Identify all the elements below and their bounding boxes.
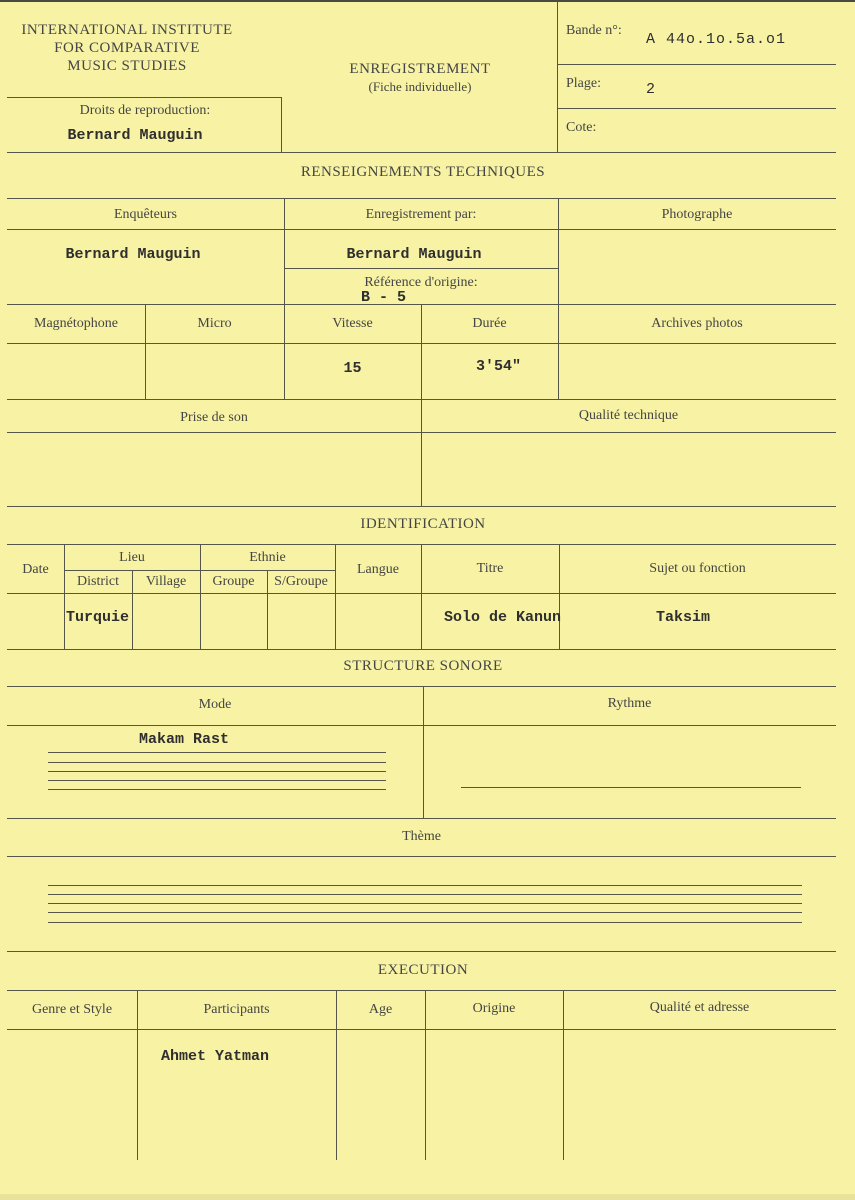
structure-bottom-line [7, 818, 836, 819]
enregistrement-label: Enregistrement par: [365, 207, 477, 222]
institute-name-line3: MUSIC STUDIES [67, 58, 187, 74]
theme-header-bottom-line [7, 856, 836, 857]
mode-staff-line [48, 780, 386, 781]
prise-bottom-line [7, 506, 836, 507]
rights-value: Bernard Mauguin [67, 127, 203, 144]
duree-value: 3'54" [475, 358, 521, 375]
theme-bottom-line [7, 951, 836, 952]
photographe-label: Photographe [661, 207, 733, 222]
lieu-label: Lieu [119, 550, 145, 565]
plage-label: Plage: [566, 76, 601, 91]
plage-bottom-line [557, 108, 836, 109]
card-bottom-edge [0, 1194, 855, 1200]
mode-staff-line [48, 762, 386, 763]
rythme-label: Rythme [607, 696, 652, 711]
bande-value: A 44o.1o.5a.o1 [646, 31, 787, 48]
mode-value: Makam Rast [139, 731, 230, 748]
identification-section-title: IDENTIFICATION [360, 516, 486, 532]
reference-top-line [284, 268, 558, 269]
institute-name-line1: INTERNATIONAL INSTITUTE [21, 22, 233, 38]
mode-staff-line [48, 771, 386, 772]
age-label: Age [368, 1002, 393, 1017]
enregistrement-value: Bernard Mauguin [346, 246, 482, 263]
prise-de-son-label: Prise de son [180, 410, 248, 425]
mode-staff-line [48, 752, 386, 753]
structure-header-bottom-line [7, 725, 836, 726]
participants-label: Participants [203, 1002, 270, 1017]
vitesse-label: Vitesse [332, 316, 373, 331]
mode-label: Mode [198, 697, 232, 712]
bande-bottom-line [557, 64, 836, 65]
qualite-adresse-label: Qualité et adresse [649, 1000, 750, 1015]
archives-photos-label: Archives photos [651, 316, 743, 331]
rythme-writing-line [461, 787, 801, 788]
enqueteurs-value: Bernard Mauguin [65, 246, 201, 263]
reference-value: B - 5 [361, 289, 407, 306]
sujet-value: Taksim [656, 609, 711, 626]
bande-label: Bande n°: [566, 23, 622, 38]
theme-label: Thème [402, 829, 441, 844]
sujet-label: Sujet ou fonction [649, 561, 746, 576]
plage-value: 2 [646, 81, 657, 98]
identification-divider-sujet [559, 544, 560, 649]
technique-header-bottom-line [7, 229, 836, 230]
form-title: ENREGISTREMENT [349, 61, 491, 77]
institute-name-line2: FOR COMPARATIVE [54, 40, 200, 56]
participant-value: Ahmet Yatman [161, 1048, 270, 1065]
district-value: Turquie [66, 609, 130, 626]
technique-section-title: RENSEIGNEMENTS TECHNIQUES [300, 164, 546, 180]
mode-staff-line [48, 789, 386, 790]
titre-value: Solo de Kanun [444, 609, 562, 626]
card-top-edge-shadow [0, 0, 855, 2]
execution-header-bottom-line [7, 1029, 836, 1030]
form-subtitle: (Fiche individuelle) [368, 79, 472, 94]
sgroupe-label: S/Groupe [274, 574, 328, 589]
theme-staff-line [48, 894, 802, 895]
micro-label: Micro [197, 316, 232, 331]
execution-section-title: EXECUTION [377, 962, 469, 978]
header-right-divider [557, 2, 558, 152]
cote-label: Cote: [566, 120, 597, 135]
duree-label: Durée [472, 316, 507, 331]
qualite-technique-label: Qualité technique [578, 408, 679, 423]
identification-divider-langue [335, 544, 336, 649]
rights-label: Droits de reproduction: [79, 103, 211, 118]
village-label: Village [145, 574, 187, 589]
langue-label: Langue [357, 562, 399, 577]
theme-staff-line [48, 912, 802, 913]
genre-style-label: Genre et Style [31, 1002, 113, 1017]
structure-section-title: STRUCTURE SONORE [343, 658, 503, 674]
titre-label: Titre [476, 561, 504, 576]
execution-title-bottom-line [7, 990, 836, 991]
header-bottom-line [7, 152, 836, 153]
theme-staff-line [48, 903, 802, 904]
structure-title-bottom-line [7, 686, 836, 687]
technique-title-bottom-line [7, 198, 836, 199]
district-label: District [77, 574, 119, 589]
date-label: Date [22, 562, 49, 577]
groupe-label: Groupe [212, 574, 255, 589]
magnetophone-label: Magnétophone [34, 316, 118, 331]
origine-label: Origine [472, 1001, 516, 1016]
rights-top-line [7, 97, 282, 98]
enqueteurs-label: Enquêteurs [114, 207, 177, 222]
ethnie-label: Ethnie [249, 550, 286, 565]
header-left-divider [281, 97, 282, 152]
reference-label: Référence d'origine: [364, 275, 478, 290]
identification-bottom-line [7, 649, 836, 650]
theme-staff-line [48, 885, 802, 886]
theme-staff-line [48, 922, 802, 923]
identification-divider-titre [421, 544, 422, 649]
vitesse-value: 15 [343, 360, 362, 377]
